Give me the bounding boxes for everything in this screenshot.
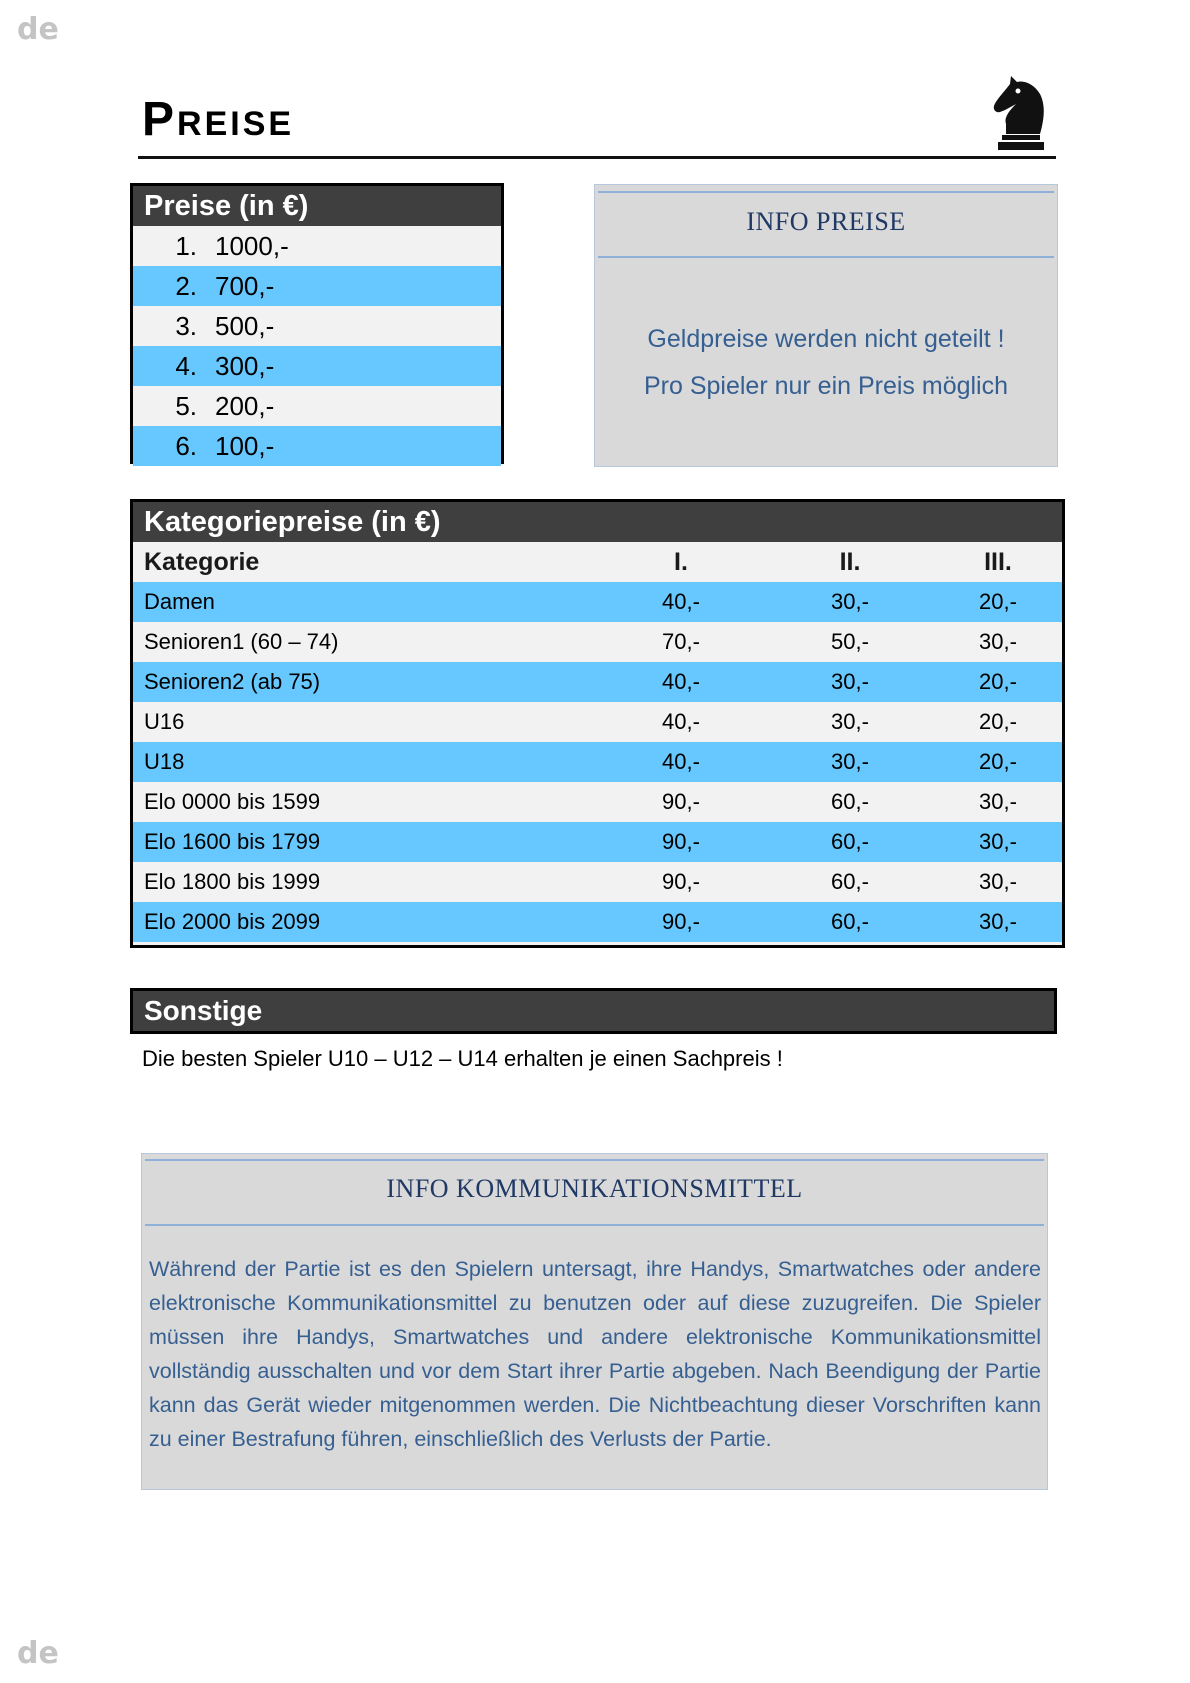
prize-amount-cell: 90,- (596, 822, 766, 862)
prize-amount-cell: 20,- (979, 709, 1017, 734)
prize-amount-cell: 90,- (662, 789, 700, 814)
info-rule-top (145, 1159, 1044, 1161)
info-preise-box (594, 184, 1058, 467)
prize-amount-cell: 40,- (596, 662, 766, 702)
prize-amount-cell: 60,- (831, 789, 869, 814)
category-name-cell: Elo 2000 bis 2099 (133, 902, 596, 942)
prize-amount-cell: 40,- (596, 582, 766, 622)
category-name-cell: Elo 1800 bis 1999 (144, 869, 321, 894)
category-name-cell: Damen (133, 582, 596, 622)
category-name-cell: Elo 1600 bis 1799 (133, 822, 596, 862)
language-label-top: de (17, 12, 59, 47)
prize-amount-cell: 20,- (934, 742, 1062, 782)
prize-amount-cell: 90,- (596, 902, 766, 942)
column-header-place: III. (984, 548, 1012, 576)
prize-table-heading: Preise (in €) (133, 186, 501, 226)
prize-amount-cell: 20,- (934, 582, 1062, 622)
column-header-place: I. (674, 548, 688, 576)
prize-amount-cell: 30,- (979, 869, 1017, 894)
prize-amount-cell: 30,- (979, 789, 1017, 814)
category-name-cell: Senioren2 (ab 75) (133, 662, 596, 702)
prize-amount-cell: 90,- (662, 869, 700, 894)
category-name-cell: Elo 0000 bis 1599 (144, 789, 321, 814)
prize-amount-cell: 60,- (831, 869, 869, 894)
category-grid (133, 542, 1062, 942)
info-preise-title: INFO PREISE (746, 207, 906, 236)
category-name-cell: U18 (133, 742, 596, 782)
prize-amount-cell: 50,- (831, 629, 869, 654)
prize-amount-cell: 30,- (934, 902, 1062, 942)
info-rule-bottom (598, 256, 1054, 258)
prize-amount-cell: 30,- (831, 709, 869, 734)
prize-amount-cell: 30,- (766, 742, 934, 782)
prize-amount-cell: 30,- (934, 822, 1062, 862)
prize-amount-cell: 30,- (766, 662, 934, 702)
column-header-place: II. (839, 548, 861, 576)
prize-amount-cell: 70,- (662, 629, 700, 654)
prize-amount-cell: 40,- (662, 709, 700, 734)
category-name-cell: U16 (144, 709, 185, 734)
prize-amount-cell: 40,- (596, 742, 766, 782)
prize-amount-cell: 60,- (766, 902, 934, 942)
info-kommunikation-box (141, 1153, 1048, 1490)
prize-amount-cell: 30,- (979, 629, 1017, 654)
info-kommunikation-title: INFO KOMMUNIKATIONSMITTEL (386, 1174, 803, 1203)
info-preise-line2: Pro Spieler nur ein Preis möglich (643, 372, 1009, 400)
column-header-kategorie: Kategorie (144, 548, 260, 576)
prize-row: 5. 200,- (175, 391, 275, 421)
info-rule-top (598, 191, 1054, 193)
sonstige-heading: Sonstige (130, 988, 1057, 1034)
prize-amount-cell: 60,- (766, 822, 934, 862)
category-table-heading: Kategoriepreise (in €) (133, 502, 1062, 542)
prize-row: 6. 100,- (133, 426, 501, 466)
chess-knight-icon (992, 74, 1048, 152)
prize-row: 3. 500,- (175, 311, 275, 341)
prize-row: 1. 1000,- (175, 231, 289, 261)
category-prize-table (130, 499, 1065, 948)
category-name-cell: Senioren1 (60 – 74) (144, 629, 339, 654)
prize-table (130, 183, 504, 464)
prize-row: 2. 700,- (133, 266, 501, 306)
prize-row: 4. 300,- (133, 346, 501, 386)
page-title: Preise (142, 93, 295, 146)
sonstige-text: Die besten Spieler U10 – U12 – U14 erhalten je einen Sachpreis ! (142, 1046, 783, 1071)
info-preise-line1: Geldpreise werden nicht geteilt ! (647, 325, 1005, 353)
prize-amount-cell: 30,- (766, 582, 934, 622)
info-rule-bottom (145, 1224, 1044, 1226)
prize-amount-cell: 20,- (934, 662, 1062, 702)
language-label-bottom: de (17, 1636, 59, 1671)
info-kommunikation-text: Während der Partie ist es den Spielern untersagt, ihre Handys, Smartwatches oder andere elektronische Kommunikationsmittel zu benutzen oder auf diese zuzugreifen. Die Spieler müssen ihre Handys, Smartwatches und andere elektronische Kommunikationsmittel vollständig ausschalten und vor dem Start ihrer Partie abgeben. Nach Beendigung der Partie kann das Gerät wieder mitgenommen werden. Die Nichtbeachtung dieser Vorschriften kann zu einer Bestrafung führen, einschließlich des Verlusts der Partie. (149, 1257, 1041, 1451)
title-rule (138, 156, 1056, 159)
